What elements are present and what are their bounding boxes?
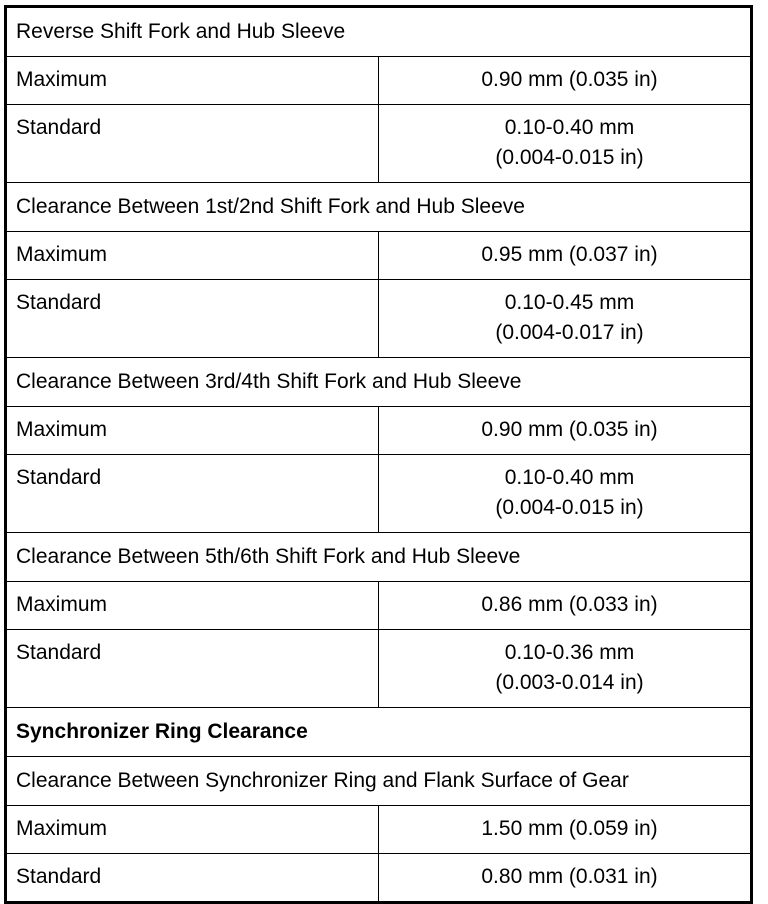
table-row — [6, 806, 752, 854]
value-imperial: (0.004-0.015 in) — [495, 146, 644, 169]
value-metric: 0.10-0.40 mm — [504, 116, 635, 139]
value-metric: 0.10-0.36 mm — [504, 641, 635, 664]
section-row — [6, 7, 752, 57]
table-row — [6, 854, 752, 903]
spec-label: Maximum — [6, 57, 379, 105]
spec-label: Maximum — [6, 407, 379, 455]
table-row — [6, 630, 752, 708]
spec-label: Standard — [6, 630, 379, 708]
spec-label: Maximum — [6, 582, 379, 630]
section-title: Clearance Between 1st/2nd Shift Fork and Hub Sleeve — [6, 183, 752, 232]
spec-value — [379, 455, 752, 533]
spec-value: 0.90 mm (0.035 in) — [379, 407, 752, 455]
table-row — [6, 455, 752, 533]
table-row — [6, 582, 752, 630]
section-heading: Synchronizer Ring Clearance — [6, 708, 752, 757]
spec-label: Maximum — [6, 232, 379, 280]
spec-value: 0.95 mm (0.037 in) — [379, 232, 752, 280]
spec-value: 0.80 mm (0.031 in) — [379, 854, 752, 903]
section-title: Clearance Between 5th/6th Shift Fork and Hub Sleeve — [6, 533, 752, 582]
section-title: Reverse Shift Fork and Hub Sleeve — [6, 7, 752, 57]
section-title: Clearance Between Synchronizer Ring and Flank Surface of Gear — [6, 757, 752, 806]
table-row — [6, 280, 752, 358]
spec-value — [379, 280, 752, 358]
spec-label: Standard — [6, 280, 379, 358]
section-row — [6, 708, 752, 757]
value-imperial: (0.004-0.017 in) — [495, 321, 644, 344]
spec-value: 1.50 mm (0.059 in) — [379, 806, 752, 854]
spec-value — [379, 630, 752, 708]
spec-label: Maximum — [6, 806, 379, 854]
section-row — [6, 533, 752, 582]
section-row — [6, 183, 752, 232]
section-row — [6, 757, 752, 806]
table-row — [6, 407, 752, 455]
section-title: Clearance Between 3rd/4th Shift Fork and Hub Sleeve — [6, 358, 752, 407]
table-row — [6, 232, 752, 280]
value-imperial: (0.003-0.014 in) — [495, 671, 644, 694]
table-row — [6, 57, 752, 105]
spec-label: Standard — [6, 105, 379, 183]
section-row — [6, 358, 752, 407]
spec-label: Standard — [6, 854, 379, 903]
spec-value — [379, 105, 752, 183]
spec-label: Standard — [6, 455, 379, 533]
table-row — [6, 105, 752, 183]
spec-table — [4, 5, 753, 904]
value-imperial: (0.004-0.015 in) — [495, 496, 644, 519]
spec-value: 0.86 mm (0.033 in) — [379, 582, 752, 630]
value-metric: 0.10-0.45 mm — [504, 291, 635, 314]
spec-value: 0.90 mm (0.035 in) — [379, 57, 752, 105]
value-metric: 0.10-0.40 mm — [504, 466, 635, 489]
